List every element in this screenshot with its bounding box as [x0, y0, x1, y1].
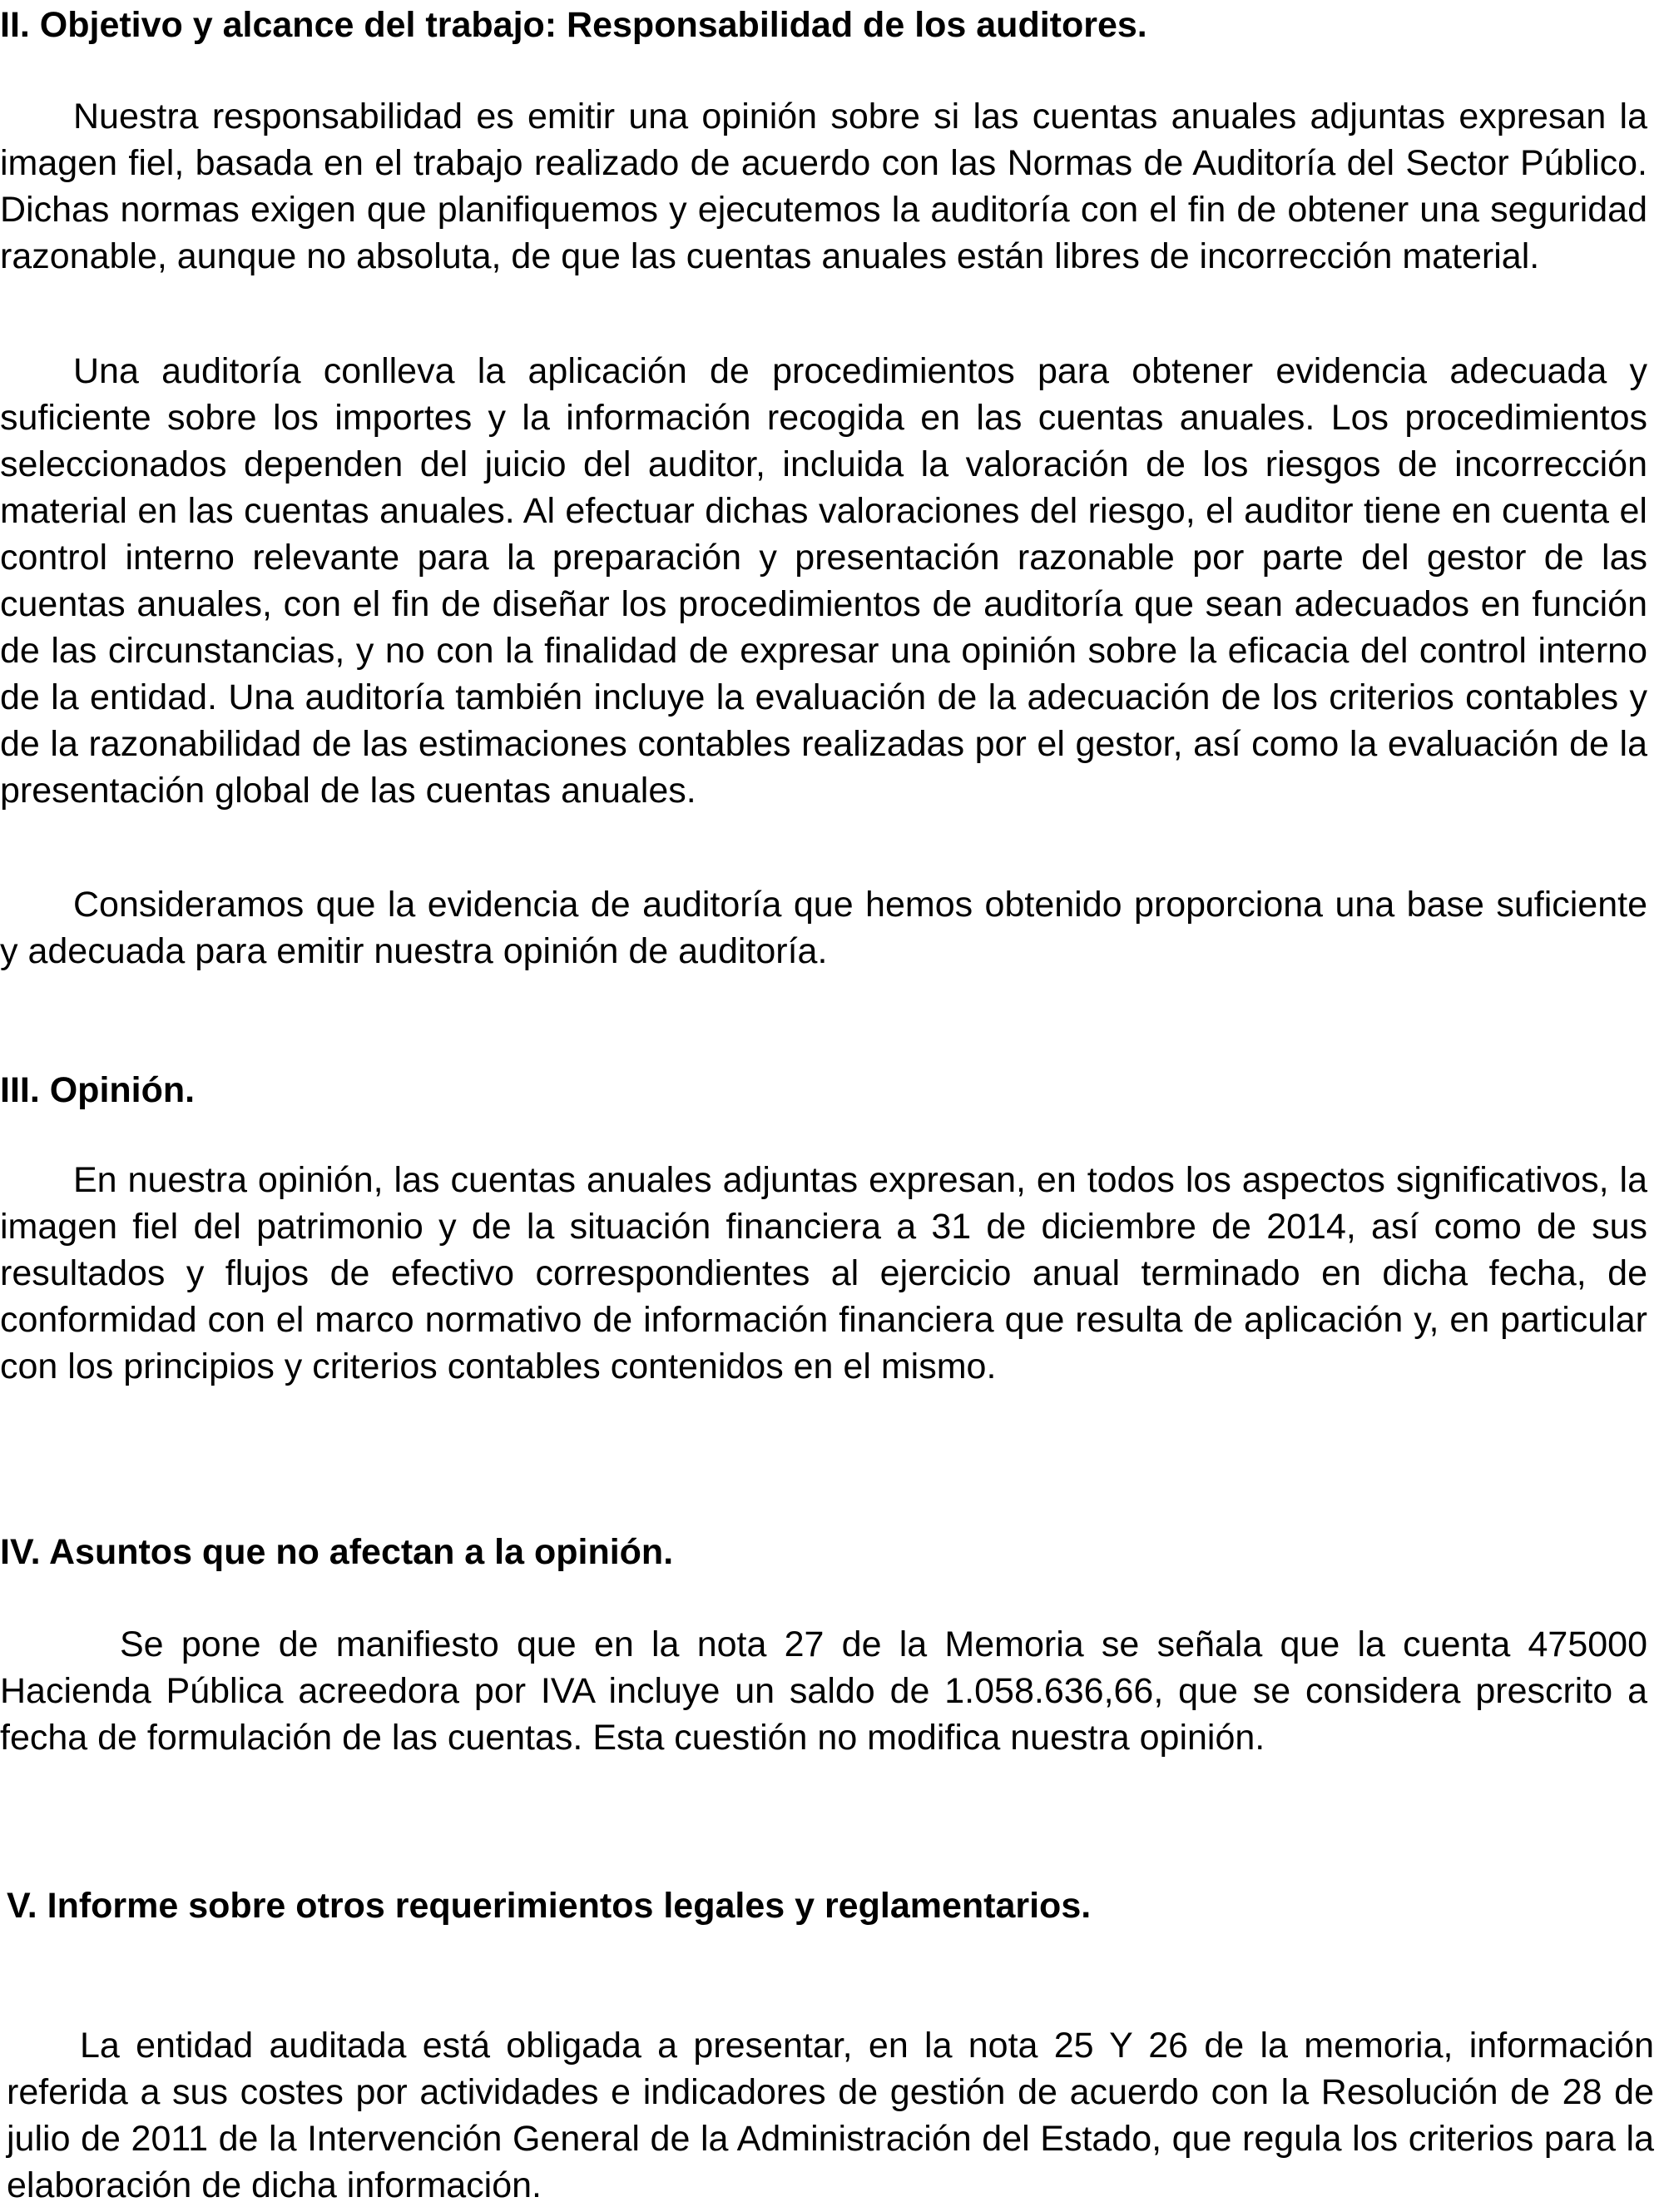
paragraph-procedimientos: Una auditoría conlleva la aplicación de procedimientos para obtener evidencia adecuada y suficiente sobre los importes y la información recogida en las cuentas anuales. Los procedimientos seleccionados dependen del juicio del auditor, incluida la valoración de los riesgos de incorrección material en las cuentas anuales. Al efectuar dichas valoraciones del riesgo, el auditor tiene en cuenta el control interno relevante para la preparación y presentación razonable por parte del gestor de las cuentas anuales, con el fin de diseñar los procedimientos de auditoría que sean adecuados en función de las circunstancias, y no con la finalidad de expresar una opinión sobre la eficacia del control interno de la entidad. Una auditoría también incluye la evaluación de la adecuación de los criterios contables y de la razonabilidad de las estimaciones contables realizadas por el gestor, así como la evaluación de la presentación global de las cuentas anuales.: [0, 351, 1647, 811]
paragraph-opinion: En nuestra opinión, las cuentas anuales adjuntas expresan, en todos los aspectos significativos, la imagen fiel del patrimonio y de la situación financiera a 31 de diciembre de 2014, así como de sus resultados y flujos de efectivo correspondientes al ejercicio anual terminado en dicha fecha, de conformidad con el marco normativo de información financiera que resulta de aplicación y, en particular con los principios y criterios contables contenidos en el mismo.: [0, 1160, 1647, 1386]
paragraph-evidencia: Consideramos que la evidencia de auditoría que hemos obtenido proporciona una base suficiente y adecuada para emitir nuestra opinión de auditoría.: [0, 885, 1647, 971]
paragraph-requerimientos: La entidad auditada está obligada a presentar, en la nota 25 Y 26 de la memoria, información referida a sus costes por actividades e indicadores de gestión de acuerdo con la Resolución de 28 de julio de 2011 de la Intervención General de la Administración del Estado, que regula los criterios para la elaboración de dicha información.: [7, 2026, 1654, 2205]
paragraph-responsabilidad: Nuestra responsabilidad es emitir una opinión sobre si las cuentas anuales adjuntas expresan la imagen fiel, basada en el trabajo realizado de acuerdo con las Normas de Auditoría del Sector Público. Dichas normas exigen que planifiquemos y ejecutemos la auditoría con el fin de obtener una seguridad razonable, aunque no absoluta, de que las cuentas anuales están libres de incorrección material.: [0, 97, 1647, 276]
section-heading-requerimientos: V. Informe sobre otros requerimientos legales y reglamentarios.: [7, 1886, 1092, 1926]
section-heading-opinion: III. Opinión.: [0, 1070, 196, 1110]
section-heading-objetivo: II. Objetivo y alcance del trabajo: Responsabilidad de los auditores.: [0, 5, 1147, 45]
section-heading-asuntos: IV. Asuntos que no afectan a la opinión.: [0, 1532, 674, 1572]
paragraph-asuntos: Se pone de manifiesto que en la nota 27 de la Memoria se señala que la cuenta 475000 Hacienda Pública acreedora por IVA incluye un saldo de 1.058.636,66, que se considera prescrito a fecha de formulación de las cuentas. Esta cuestión no modifica nuestra opinión.: [0, 1624, 1647, 1758]
